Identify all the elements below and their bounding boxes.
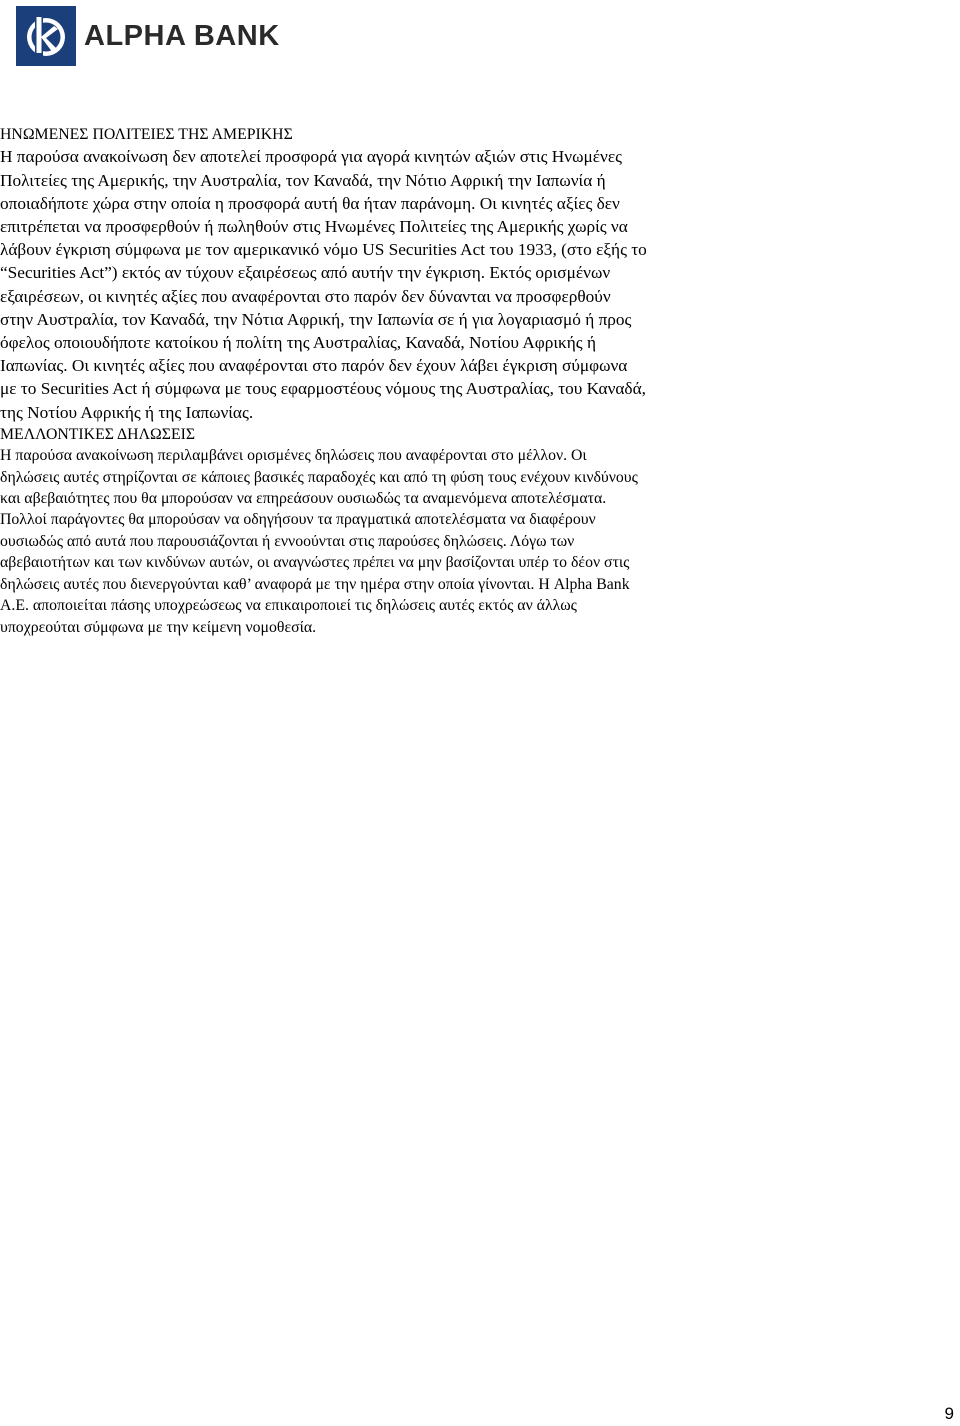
paragraph-line: Η παρούσα ανακοίνωση περιλαμβάνει ορισμένες δηλώσεις που αναφέρονται στο μέλλον. Οι <box>0 447 587 465</box>
document-body <box>0 124 780 638</box>
section-us-disclaimer <box>0 145 780 423</box>
paragraph-line: υποχρεούται σύμφωνα με την κείμενη νομοθεσία. <box>0 618 317 636</box>
paragraph-line: Η παρούσα ανακοίνωση δεν αποτελεί προσφορά για αγορά κινητών αξιών στις Ηνωμένες <box>0 147 622 167</box>
paragraph-line: με το Securities Act ή σύμφωνα με τους εφαρμοστέους νόμους της Αυστραλίας, του Καναδά, <box>0 379 646 399</box>
paragraph-line: λάβουν έγκριση σύμφωνα με τον αμερικανικό νόμο US Securities Act του 1933, (στο εξής το <box>0 240 647 260</box>
paragraph-line: δηλώσεις αυτές που διενεργούνται καθ’ αναφορά με την ημέρα στην οποία γίνονται. Η Alpha Bank <box>0 575 630 593</box>
paragraph-line: επιτρέπεται να προσφερθούν ή πωληθούν στις Ηνωμένες Πολιτείες της Αμερικής χωρίς να <box>0 217 628 237</box>
paragraph-line: Α.Ε. αποποιείται πάσης υποχρεώσεως να επικαιροποιεί τις δηλώσεις αυτές εκτός αν άλλως <box>0 597 577 615</box>
paragraph-line: στην Αυστραλία, τον Καναδά, την Νότια Αφρική, την Ιαπωνία σε ή για λογαριασμό ή προς <box>0 309 632 329</box>
paragraph-line: και αβεβαιότητες που θα μπορούσαν να επηρεάσουν ουσιωδώς τα αναμενόμενα αποτελέσματα. <box>0 490 607 508</box>
heading-forward-looking: ΜΕΛΛΟΝΤΙΚΕΣ ΔΗΛΩΣΕΙΣ <box>0 425 196 443</box>
paragraph-line: ουσιωδώς από αυτά που παρουσιάζονται ή εννοούνται στις παρούσες δηλώσεις. Λόγω των <box>0 532 575 550</box>
paragraph-line: αβεβαιοτήτων και των κινδύνων αυτών, οι αναγνώστες πρέπει να μην βασίζονται υπέρ το δέον στις <box>0 554 630 572</box>
paragraph-line: της Νοτίου Αφρικής ή της Ιαπωνίας. <box>0 402 254 422</box>
paragraph-line: Πολιτείες της Αμερικής, την Αυστραλία, τον Καναδά, την Νότιο Αφρική την Ιαπωνία ή <box>0 170 606 190</box>
paragraph-line: δηλώσεις αυτές στηρίζονται σε κάποιες βασικές παραδοχές και από τη φύση τους ενέχουν κινδύνους <box>0 468 638 486</box>
paragraph-line: εξαιρέσεων, οι κινητές αξίες που αναφέρονται στο παρόν δεν δύνανται να προσφερθούν <box>0 286 611 306</box>
paragraph-line: Ιαπωνίας. Οι κινητές αξίες που αναφέρονται στο παρόν δεν έχουν λάβει έγκριση σύμφωνα <box>0 356 628 376</box>
alpha-bank-mark-icon <box>16 6 76 66</box>
heading-united-states: ΗΝΩΜΕΝΕΣ ΠΟΛΙΤΕΙΕΣ ΤΗΣ ΑΜΕΡΙΚΗΣ <box>0 126 293 143</box>
section-forward-looking <box>0 445 780 638</box>
page-number: 9 <box>944 1404 954 1423</box>
alpha-bank-logo <box>16 6 280 66</box>
paragraph-line: οποιαδήποτε χώρα στην οποία η προσφορά αυτή θα ήταν παράνομη. Οι κινητές αξίες δεν <box>0 193 620 213</box>
paragraph-line: “Securities Act”) εκτός αν τύχουν εξαιρέσεως από αυτήν την έγκριση. Εκτός ορισμένων <box>0 263 611 283</box>
paragraph-line: Πολλοί παράγοντες θα μπορούσαν να οδηγήσουν τα πραγματικά αποτελέσματα να διαφέρουν <box>0 511 596 529</box>
paragraph-line: όφελος οποιουδήποτε κατοίκου ή πολίτη της Αυστραλίας, Καναδά, Νοτίου Αφρικής ή <box>0 333 596 353</box>
logo-text: ALPHA BANK <box>84 19 280 52</box>
